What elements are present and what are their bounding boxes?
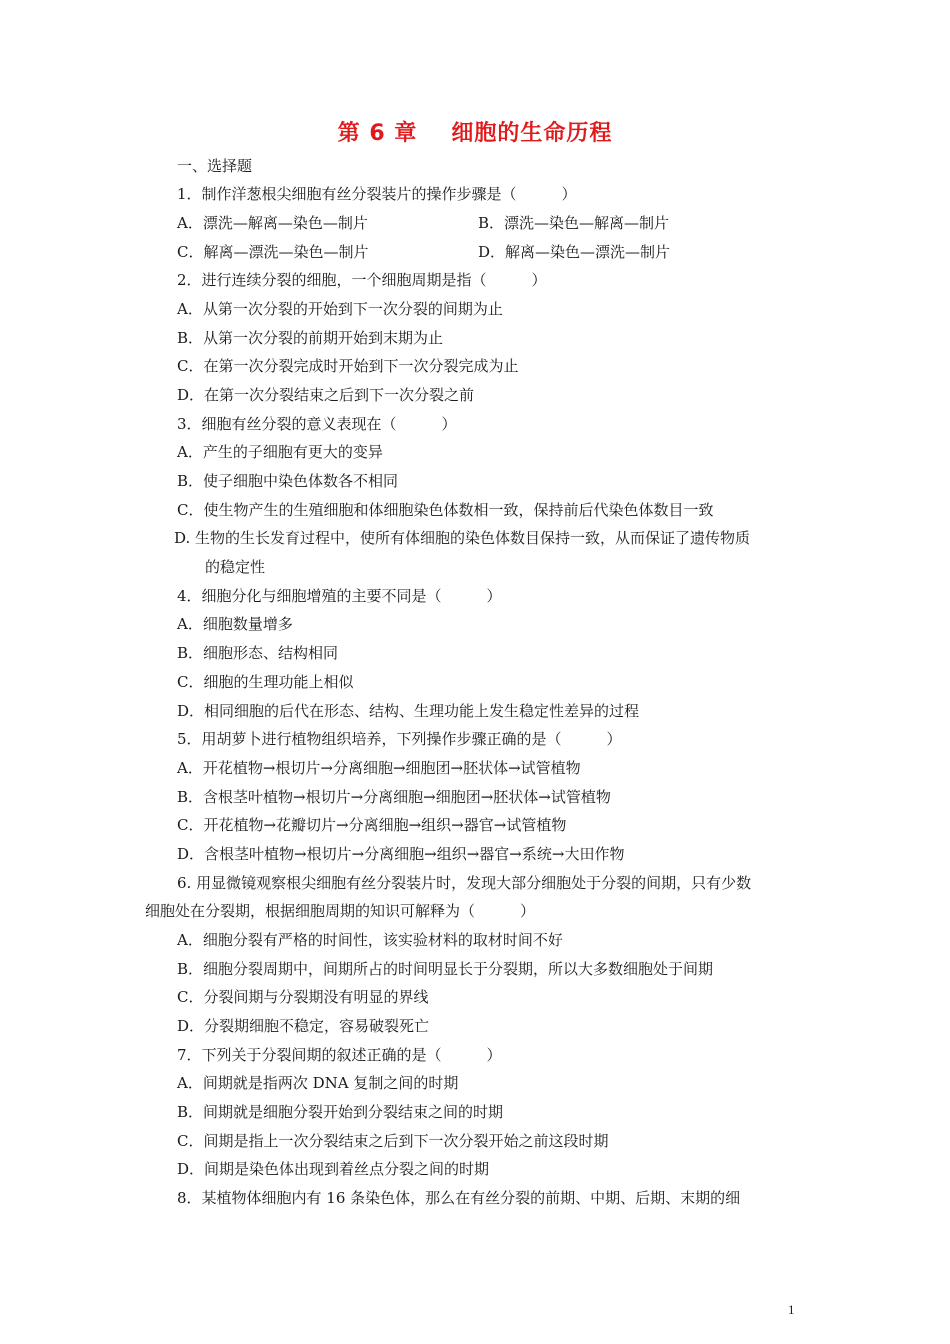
chapter-name: 细胞的生命历程	[451, 121, 613, 146]
question-1-option-c: C．解离—漂洗—染色—制片	[177, 243, 369, 261]
question-6-option-c: C．分裂间期与分裂期没有明显的界线	[177, 988, 429, 1006]
chapter-number: 第 6 章	[337, 121, 418, 146]
question-7-option-d: D．间期是染色体出现到着丝点分裂之间的时期	[177, 1160, 490, 1178]
question-3-stem: 3．细胞有丝分裂的意义表现在（ ）	[177, 415, 457, 433]
page-title	[0, 116, 950, 147]
question-3-option-b: B．使子细胞中染色体数各不相同	[177, 472, 399, 490]
question-5-option-a: A．开花植物→根切片→分离细胞→细胞团→胚状体→试管植物	[177, 759, 581, 777]
question-5-stem: 5．用胡萝卜进行植物组织培养，下列操作步骤正确的是（ ）	[177, 730, 622, 748]
section-heading: 一、选择题	[177, 157, 253, 175]
question-3-option-a: A．产生的子细胞有更大的变异	[177, 443, 383, 461]
question-2-stem: 2．进行连续分裂的细胞，一个细胞周期是指（ ）	[177, 271, 547, 289]
question-4-stem: 4．细胞分化与细胞增殖的主要不同是（ ）	[177, 587, 502, 605]
question-7-stem: 7．下列关于分裂间期的叙述正确的是（ ）	[177, 1046, 502, 1064]
question-2-option-d: D．在第一次分裂结束之后到下一次分裂之前	[177, 386, 475, 404]
page-number: 1	[788, 1302, 795, 1317]
question-6-option-d: D．分裂期细胞不稳定，容易破裂死亡	[177, 1017, 430, 1035]
question-4-option-b: B．细胞形态、结构相同	[177, 644, 339, 662]
question-3-option-c: C．使生物产生的生殖细胞和体细胞染色体数相一致，保持前后代染色体数目一致	[177, 501, 714, 519]
question-6-option-b: B．细胞分裂周期中，间期所占的时间明显长于分裂期，所以大多数细胞处于间期	[177, 960, 714, 978]
question-1-option-d: D．解离—染色—漂洗—制片	[478, 243, 671, 261]
question-2-option-b: B．从第一次分裂的前期开始到末期为止	[177, 329, 444, 347]
question-6-stem: 6. 用显微镜观察根尖细胞有丝分裂装片时，发现大部分细胞处于分裂的间期，只有少数	[177, 874, 752, 892]
question-4-option-c: C．细胞的生理功能上相似	[177, 673, 354, 691]
question-2-option-a: A．从第一次分裂的开始到下一次分裂的间期为止	[177, 300, 503, 318]
question-7-option-a: A．间期就是指两次 DNA 复制之间的时期	[177, 1074, 459, 1092]
question-5-option-c: C．开花植物→花瓣切片→分离细胞→组织→器官→试管植物	[177, 816, 567, 834]
question-3-option-d: D. 生物的生长发育过程中，使所有体细胞的染色体数目保持一致，从而保证了遗传物质	[174, 529, 751, 547]
question-1-stem: 1．制作洋葱根尖细胞有丝分裂装片的操作步骤是（ ）	[177, 185, 577, 203]
question-6-option-a: A．细胞分裂有严格的时间性，该实验材料的取材时间不好	[177, 931, 563, 949]
question-8-stem: 8．某植物体细胞内有 16 条染色体，那么在有丝分裂的前期、中期、后期、末期的细	[177, 1189, 741, 1207]
question-4-option-a: A．细胞数量增多	[177, 615, 293, 633]
question-5-option-b: B．含根茎叶植物→根切片→分离细胞→细胞团→胚状体→试管植物	[177, 788, 611, 806]
question-3-option-d-continued: 的稳定性	[205, 558, 266, 576]
question-7-option-b: B．间期就是细胞分裂开始到分裂结束之间的时期	[177, 1103, 504, 1121]
question-2-option-c: C．在第一次分裂完成时开始到下一次分裂完成为止	[177, 357, 519, 375]
question-5-option-d: D．含根茎叶植物→根切片→分离细胞→组织→器官→系统→大田作物	[177, 845, 625, 863]
question-1-option-a: A．漂洗—解离—染色—制片	[177, 214, 368, 232]
question-4-option-d: D．相同细胞的后代在形态、结构、生理功能上发生稳定性差异的过程	[177, 702, 640, 720]
question-1-option-b: B．漂洗—染色—解离—制片	[478, 214, 670, 232]
question-6-stem-continued: 细胞处在分裂期，根据细胞周期的知识可解释为（ ）	[145, 902, 536, 920]
question-7-option-c: C．间期是指上一次分裂结束之后到下一次分裂开始之前这段时期	[177, 1132, 609, 1150]
